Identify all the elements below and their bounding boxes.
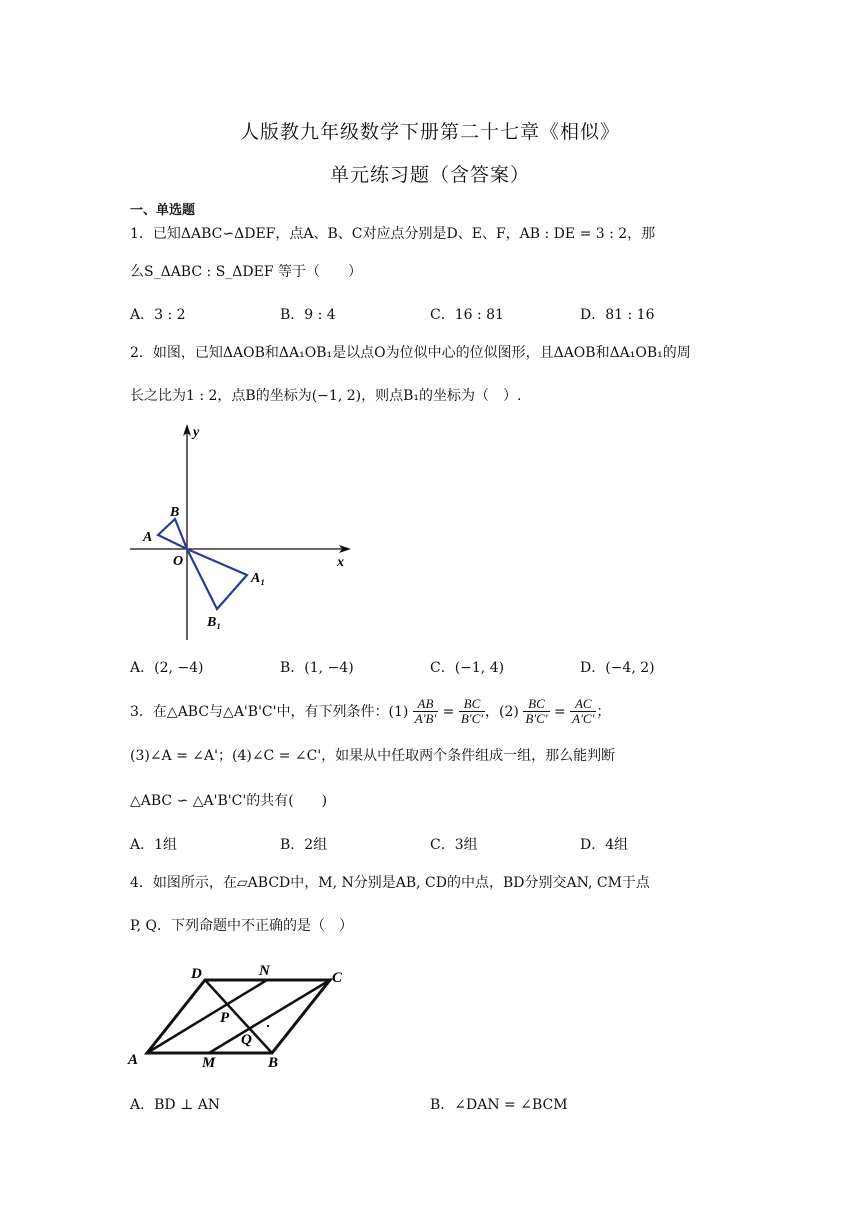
center-dot bbox=[267, 1025, 269, 1027]
frac1-den: A'B' bbox=[414, 711, 437, 727]
q1-line-2: 么S_ΔABC : S_ΔDEF 等于（ ） bbox=[130, 264, 362, 280]
frac1-num: AB bbox=[413, 697, 438, 712]
triangle-aob bbox=[158, 519, 187, 549]
frac3-num: BC bbox=[523, 697, 549, 712]
q2-option-d[interactable]: D．(−4, 2) bbox=[580, 660, 655, 676]
title-line-2: 单元练习题（含答案） bbox=[329, 164, 530, 186]
q1-option-c[interactable]: C．16 : 81 bbox=[430, 307, 504, 323]
q3-cond2-label: ，(2) bbox=[485, 703, 519, 720]
q2-line-2: 长之比为1 : 2，点B的坐标为(−1, 2)，则点B₁的坐标为（ ）. bbox=[130, 388, 522, 404]
q3-conditions-intro: △ABC与△A'B'C'中，有下列条件：(1) bbox=[166, 703, 409, 720]
q2-option-c[interactable]: C．(−1, 4) bbox=[430, 660, 505, 676]
label-p: P bbox=[220, 1010, 230, 1026]
label-q: Q bbox=[241, 1032, 252, 1048]
label-c: C bbox=[332, 970, 343, 986]
label-b1: B₁ bbox=[207, 615, 222, 630]
q3-option-c[interactable]: C．3组 bbox=[430, 837, 478, 853]
frac4-den: A'C' bbox=[572, 711, 595, 727]
section-heading: 一、单选题 bbox=[130, 203, 196, 218]
label-b: B bbox=[268, 1055, 279, 1071]
q4-line-1: 4．如图所示，在▱ABCD中，M, N分别是AB, CD的中点，BD分别交AN, CM于点 bbox=[130, 875, 650, 891]
label-a1: A₁ bbox=[251, 571, 266, 586]
q3-option-b[interactable]: B．2组 bbox=[280, 837, 328, 853]
label-a: A bbox=[128, 1052, 139, 1068]
q3-prefix: 3．在 bbox=[130, 703, 167, 720]
label-d: D bbox=[191, 966, 202, 982]
title-line-1: 人版教九年级数学下册第二十七章《相似》 bbox=[239, 121, 620, 143]
label-x: x bbox=[337, 555, 344, 570]
frac3-den: B'C' bbox=[525, 711, 548, 727]
frac4-num: AC bbox=[570, 697, 596, 712]
label-o: O bbox=[173, 554, 184, 569]
q3-fraction-1 bbox=[413, 697, 438, 727]
q2-line-1: 2．如图，已知ΔAOB和ΔA₁OB₁是以点O为位似中心的位似图形，且ΔAOB和ΔA₁OB₁的周 bbox=[130, 345, 691, 361]
q3-fraction-3 bbox=[523, 697, 549, 727]
q3-option-a[interactable]: A．1组 bbox=[130, 837, 178, 853]
q2-option-b[interactable]: B．(1, −4) bbox=[280, 660, 354, 676]
q3-line-1: 3．在△ABC与△A'B'C'中，有下列条件：(1) $\frac{AB}{A'B'}$ = $\frac{BC}{B'C'}$ ，(2) $\frac{BC}{B'C'}$ = $\frac{AC}{A'C'}$ ； bbox=[130, 696, 611, 727]
segment-bd bbox=[205, 980, 272, 1053]
q3-option-d[interactable]: D．4组 bbox=[580, 837, 629, 853]
frac2-num: BC bbox=[459, 697, 485, 712]
q2-coordinate-figure bbox=[125, 420, 365, 645]
label-a: A bbox=[143, 530, 153, 545]
frac2-den: B'C' bbox=[460, 711, 484, 727]
label-n: N bbox=[259, 963, 270, 979]
q3-fraction-4 bbox=[570, 697, 596, 727]
label-y: y bbox=[193, 425, 200, 440]
q4-parallelogram-figure bbox=[125, 960, 360, 1075]
q4-option-a[interactable]: A．BD ⊥ AN bbox=[130, 1097, 221, 1113]
q3-line-3: △ABC ∽ △A'B'C'的共有( ) bbox=[130, 793, 328, 809]
q1-option-a[interactable]: A．3 : 2 bbox=[130, 307, 186, 323]
q2-option-a[interactable]: A．(2, −4) bbox=[130, 660, 204, 676]
triangle-a1ob1 bbox=[187, 549, 247, 609]
q1-line-1: 1．已知ΔABC∽ΔDEF，点A、B、C对应点分别是D、E、F，AB : DE = 3 : 2，那 bbox=[130, 226, 656, 242]
q3-line-2: (3)∠A = ∠A'；(4)∠C = ∠C'，如果从中任取两个条件组成一组，那么能判断 bbox=[130, 748, 616, 764]
q4-line-2: P, Q．下列命题中不正确的是（ ） bbox=[130, 918, 353, 934]
q3-fraction-2 bbox=[459, 697, 485, 727]
q4-option-b[interactable]: B．∠DAN = ∠BCM bbox=[430, 1097, 568, 1113]
q1-option-b[interactable]: B．9 : 4 bbox=[280, 307, 336, 323]
q1-option-d[interactable]: D．81 : 16 bbox=[580, 307, 655, 323]
label-m: M bbox=[202, 1055, 216, 1071]
label-b: B bbox=[170, 505, 180, 520]
